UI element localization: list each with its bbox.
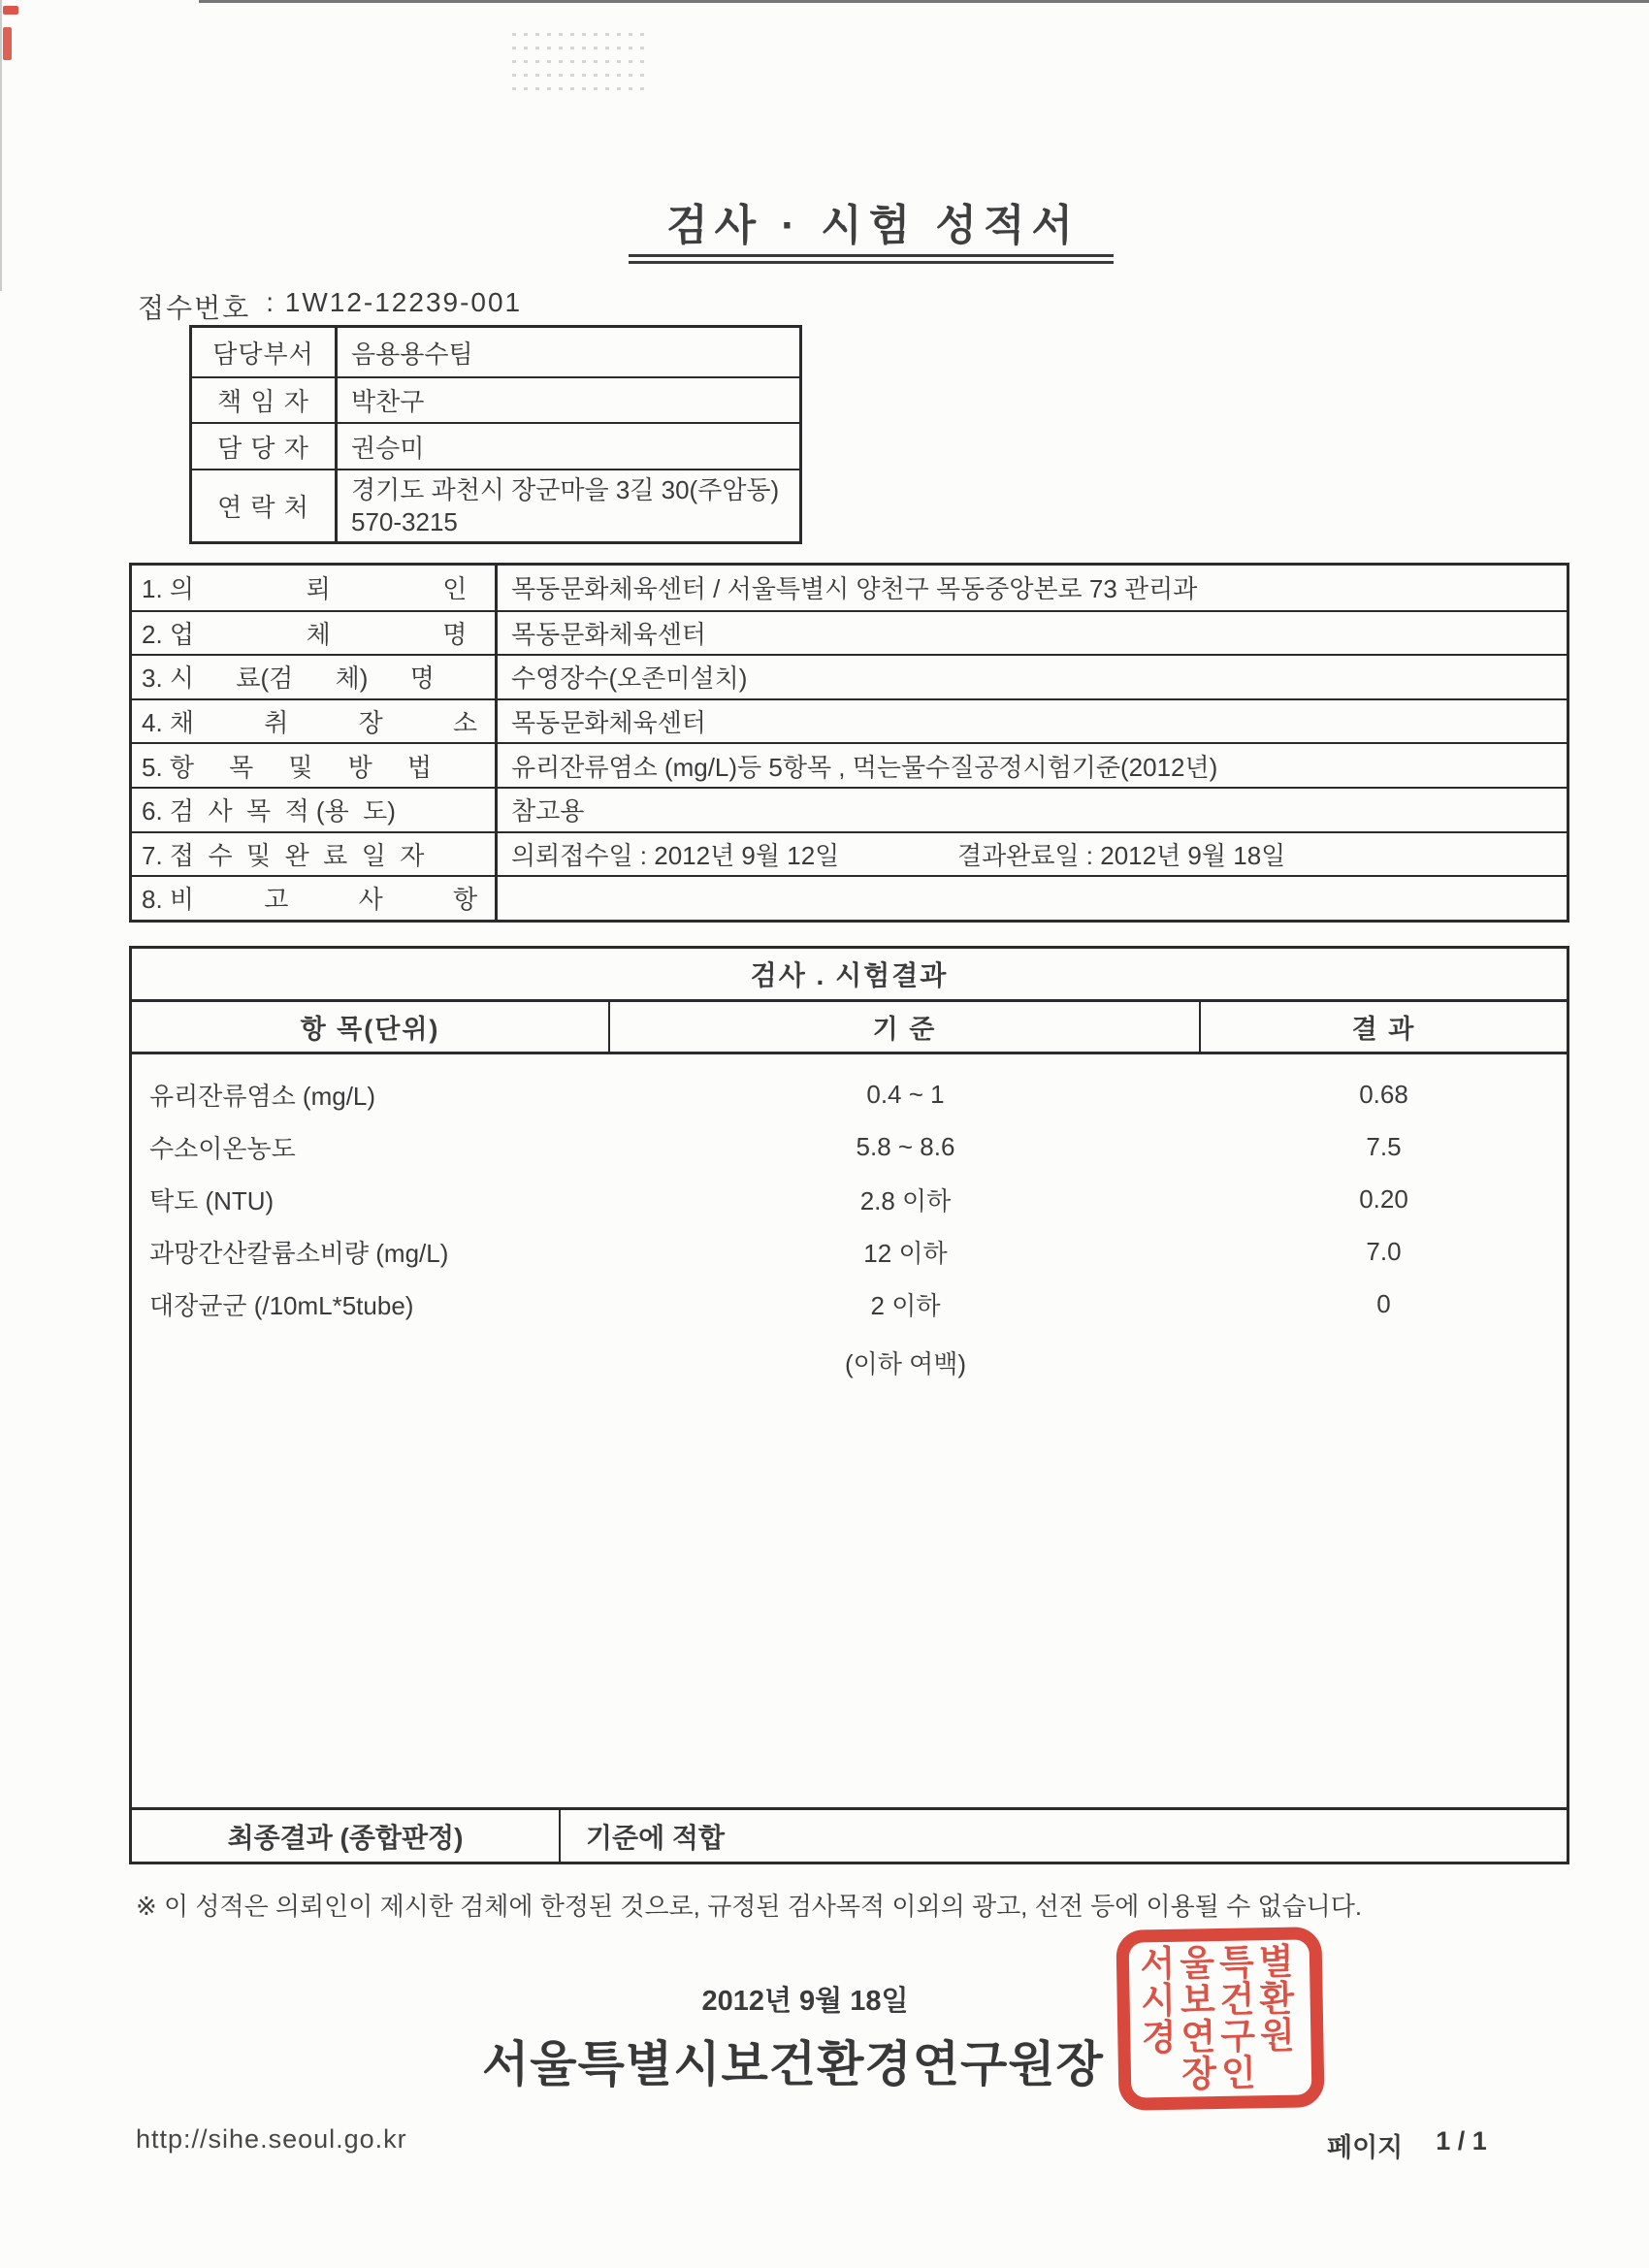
request-info-table: [129, 563, 1569, 923]
title-double-underline: [629, 254, 1114, 264]
result-item: 유리잔류염소 (mg/L): [149, 1081, 376, 1111]
result-value: 0.20: [1359, 1183, 1408, 1214]
request-date: 의뢰접수일 : 2012년 9월 12일: [511, 840, 840, 870]
result-standard: 2.8 이하: [859, 1185, 952, 1215]
result-item: 수소이온농도: [149, 1133, 296, 1163]
row-label: 연 락 처: [192, 470, 338, 541]
result-item: 과망간산칼륨소비량 (mg/L): [149, 1238, 449, 1268]
result-row: [132, 1278, 1567, 1330]
final-result-row: [132, 1807, 1567, 1862]
result-value: 7.5: [1366, 1131, 1402, 1161]
row-value: [338, 470, 799, 541]
page-label: 페이지: [1327, 2133, 1404, 2162]
receipt-number-value: : 1W12-12239-001: [266, 287, 523, 317]
final-result-label: 최종결과 (종합판정): [132, 1810, 561, 1862]
table-row: [192, 376, 799, 422]
row-label: 담당부서: [192, 328, 338, 376]
scan-edge-left: [0, 0, 2, 291]
test-results-table: [129, 946, 1569, 1864]
result-value: 0: [1376, 1288, 1391, 1318]
table-row: [132, 566, 1567, 610]
result-standard: 5.8 ~ 8.6: [856, 1131, 955, 1161]
table-row: [132, 654, 1567, 698]
scan-edge-top: [199, 0, 1649, 3]
row-label: 6. 검 사 목 적 (용 도): [132, 789, 498, 831]
row-label: 8. 비 고 사 항: [132, 877, 498, 920]
official-seal-stamp: [1116, 1927, 1324, 2111]
row-value: 목동문화체육센터 / 서울특별시 양천구 목동중앙본로 73 관리과: [511, 574, 1198, 604]
row-value: [498, 833, 1567, 876]
table-row: [132, 831, 1567, 876]
receipt-number-label: 접수번호: [138, 293, 251, 323]
final-result-value: 기준에 적합: [586, 1822, 726, 1853]
disclaimer-text: ※ 이 성적은 의뢰인이 제시한 검체에 한정된 것으로, 규정된 검사목적 이외의 광고, 선전 등에 이용될 수 없습니다.: [136, 1892, 1363, 1921]
result-standard: 12 이하: [863, 1238, 948, 1268]
staff-contact-table: [189, 325, 802, 544]
row-value: 음용용수팀: [351, 339, 473, 369]
result-row: [132, 1120, 1567, 1173]
table-row: [132, 875, 1567, 920]
row-value: 수영장수(오존미설치): [511, 664, 748, 694]
result-standard: 2 이하: [870, 1290, 941, 1320]
table-row: [192, 422, 799, 469]
table-row: [132, 610, 1567, 655]
results-body: [132, 1054, 1567, 1807]
row-value: 목동문화체육센터: [511, 619, 706, 649]
row-label: 4. 채 취 장 소: [132, 700, 498, 743]
red-scan-mark: [3, 27, 12, 60]
result-item: 탁도 (NTU): [149, 1185, 275, 1215]
blank-below-note-row: [132, 1338, 1567, 1386]
row-value: 박찬구: [351, 387, 425, 416]
row-label: 5. 항 목 및 방 법: [132, 744, 498, 787]
table-row: [132, 787, 1567, 831]
row-value: 권승미: [351, 433, 425, 463]
table-row: [132, 698, 1567, 743]
result-value: 7.0: [1366, 1236, 1402, 1266]
red-scan-mark: [3, 6, 18, 15]
issuing-organization: 서울특별시보건환경연구원장: [482, 2037, 1104, 2091]
contact-phone: 570-3215: [351, 506, 458, 536]
document-title: 검사 · 시험 성적서: [666, 202, 1080, 249]
row-label: 1. 의 뢰 인: [132, 566, 498, 610]
result-row: [132, 1225, 1567, 1278]
column-header-item: 항 목(단위): [132, 1002, 610, 1052]
row-value: [498, 877, 1567, 920]
table-row: [192, 328, 799, 376]
result-standard: 0.4 ~ 1: [866, 1079, 945, 1109]
row-label: 담 당 자: [192, 424, 338, 469]
receipt-number-line: [138, 287, 522, 326]
page-value: 1 / 1: [1436, 2126, 1487, 2155]
result-item: 대장균군 (/10mL*5tube): [149, 1290, 414, 1320]
website-url: http://sihe.seoul.go.kr: [136, 2124, 407, 2154]
row-label: 책 임 자: [192, 378, 338, 422]
result-row: [132, 1068, 1567, 1120]
results-section-title: 검사 . 시험결과: [132, 949, 1567, 1002]
row-label: 7. 접 수 및 완 료 일 자: [132, 833, 498, 876]
page-indicator: [1327, 2126, 1487, 2164]
row-value: 참고용: [511, 796, 585, 826]
issue-date: 2012년 9월 18일: [701, 1986, 909, 2017]
column-header-standard: 기 준: [610, 1002, 1201, 1052]
row-value: 목동문화체육센터: [511, 708, 706, 738]
results-header-row: [132, 1002, 1567, 1054]
contact-address: 경기도 과천시 장군마을 3길 30(주암동): [351, 474, 780, 504]
completion-date: 결과완료일 : 2012년 9월 18일: [957, 840, 1286, 870]
result-value: 0.68: [1359, 1079, 1408, 1109]
table-row: [132, 742, 1567, 787]
result-row: [132, 1173, 1567, 1225]
blank-below-note: (이하 여백): [844, 1348, 966, 1378]
seal-characters: 서울특별시보건환경연구원장인: [1140, 1941, 1301, 2094]
row-label: 2. 업 체 명: [132, 612, 498, 655]
scan-noise-dots: [512, 33, 648, 101]
column-header-result: 결 과: [1351, 1015, 1416, 1044]
table-row: [192, 469, 799, 541]
row-label: 3. 시 료(검 체) 명: [132, 656, 498, 698]
row-value: 유리잔류염소 (mg/L)등 5항목 , 먹는물수질공정시험기준(2012년): [511, 752, 1218, 782]
